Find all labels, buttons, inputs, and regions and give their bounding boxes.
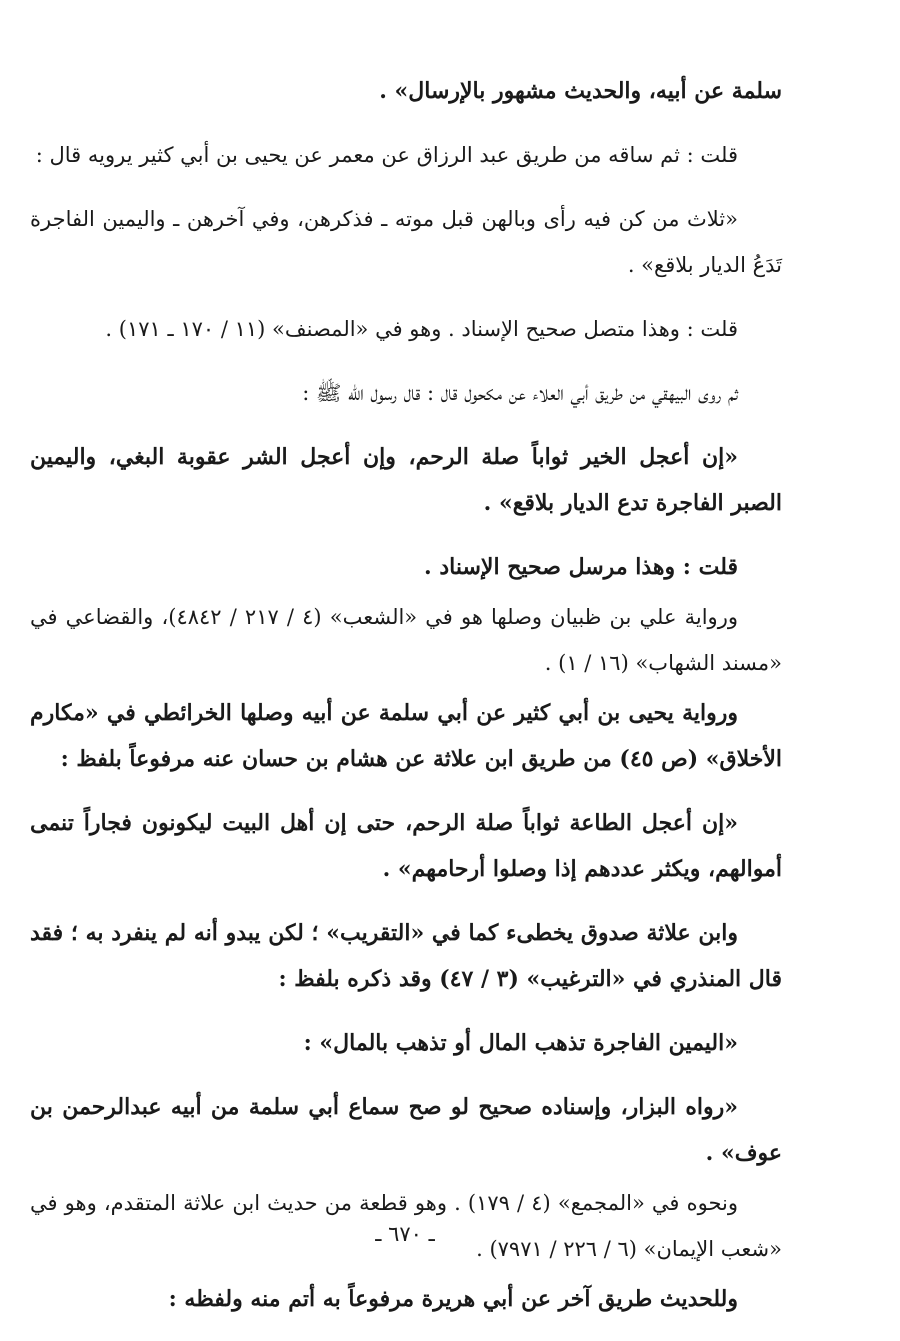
paragraph-1: سلمة عن أبيه، والحديث مشهور بالإرسال» .	[379, 78, 782, 104]
paragraph-10: «إن أعجل الطاعة ثواباً صلة الرحم، حتى إن أهل البيت ليكونون فجاراً تنمى أموالهم، ويكثر عددهم إذا وصلوا أرحامهم» .	[30, 810, 782, 882]
page-number: ـ ٦٧٠ ـ	[375, 1222, 435, 1246]
paragraph-2: قلت : ثم ساقه من طريق عبد الرزاق عن معمر عن يحيى بن أبي كثير يرويه قال :	[35, 143, 738, 167]
page-body	[30, 68, 782, 1326]
paragraph-6: «إن أعجل الخير ثواباً صلة الرحم، وإن أعجل الشر عقوبة البغي، واليمين الصبر الفاجرة تدع الديار بلاقع» .	[30, 444, 782, 516]
paragraph-14: ونحوه في «المجمع» (٤ / ١٧٩) . وهو قطعة من حديث ابن علاثة المتقدم، وهو في «شعب الإيمان» (٦ / ٢٢٦ / ٧٩٧١) .	[30, 1191, 782, 1261]
paragraph-12: «اليمين الفاجرة تذهب المال أو تذهب بالمال» :	[303, 1030, 738, 1056]
paragraph-8: ورواية علي بن ظبيان وصلها هو في «الشعب» (٤ / ٢١٧ / ٤٨٤٢)، والقضاعي في «مسند الشهاب» (١٦ / ١) .	[30, 605, 782, 675]
paragraph-11: وابن علاثة صدوق يخطىء كما في «التقريب» ؛ لكن يبدو أنه لم ينفرد به ؛ فقد قال المنذري في «الترغيب» (٣ / ٤٧) وقد ذكره بلفظ :	[30, 920, 782, 992]
paragraph-3: «ثلاث من كن فيه رأى وبالهن قبل موته ـ فذكرهن، وفي آخرهن ـ واليمين الفاجرة تَدَعُ الديار بلاقع» .	[30, 207, 782, 277]
paragraph-13: «رواه البزار، وإسناده صحيح لو صح سماع أبي سلمة من أبيه عبدالرحمن بن عوف» .	[30, 1094, 782, 1166]
paragraph-4: قلت : وهذا متصل صحيح الإسناد . وهو في «المصنف» (١١ / ١٧٠ ـ ١٧١) .	[105, 317, 738, 341]
paragraph-9: ورواية يحيى بن أبي كثير عن أبي سلمة عن أبيه وصلها الخرائطي في «مكارم الأخلاق» (ص ٤٥) من طريق ابن علاثة عن هشام بن حسان عنه مرفوعاً بلفظ :	[30, 700, 782, 772]
paragraph-7: قلت : وهذا مرسل صحيح الإسناد .	[424, 554, 738, 580]
paragraph-15: وللحديث طريق آخر عن أبي هريرة مرفوعاً به أتم منه ولفظه :	[168, 1286, 738, 1312]
paragraph-5: ثم روى البيهقي من طريق أبي العلاء عن مكحول قال : قال رسول الله ﷺ :	[302, 381, 738, 405]
